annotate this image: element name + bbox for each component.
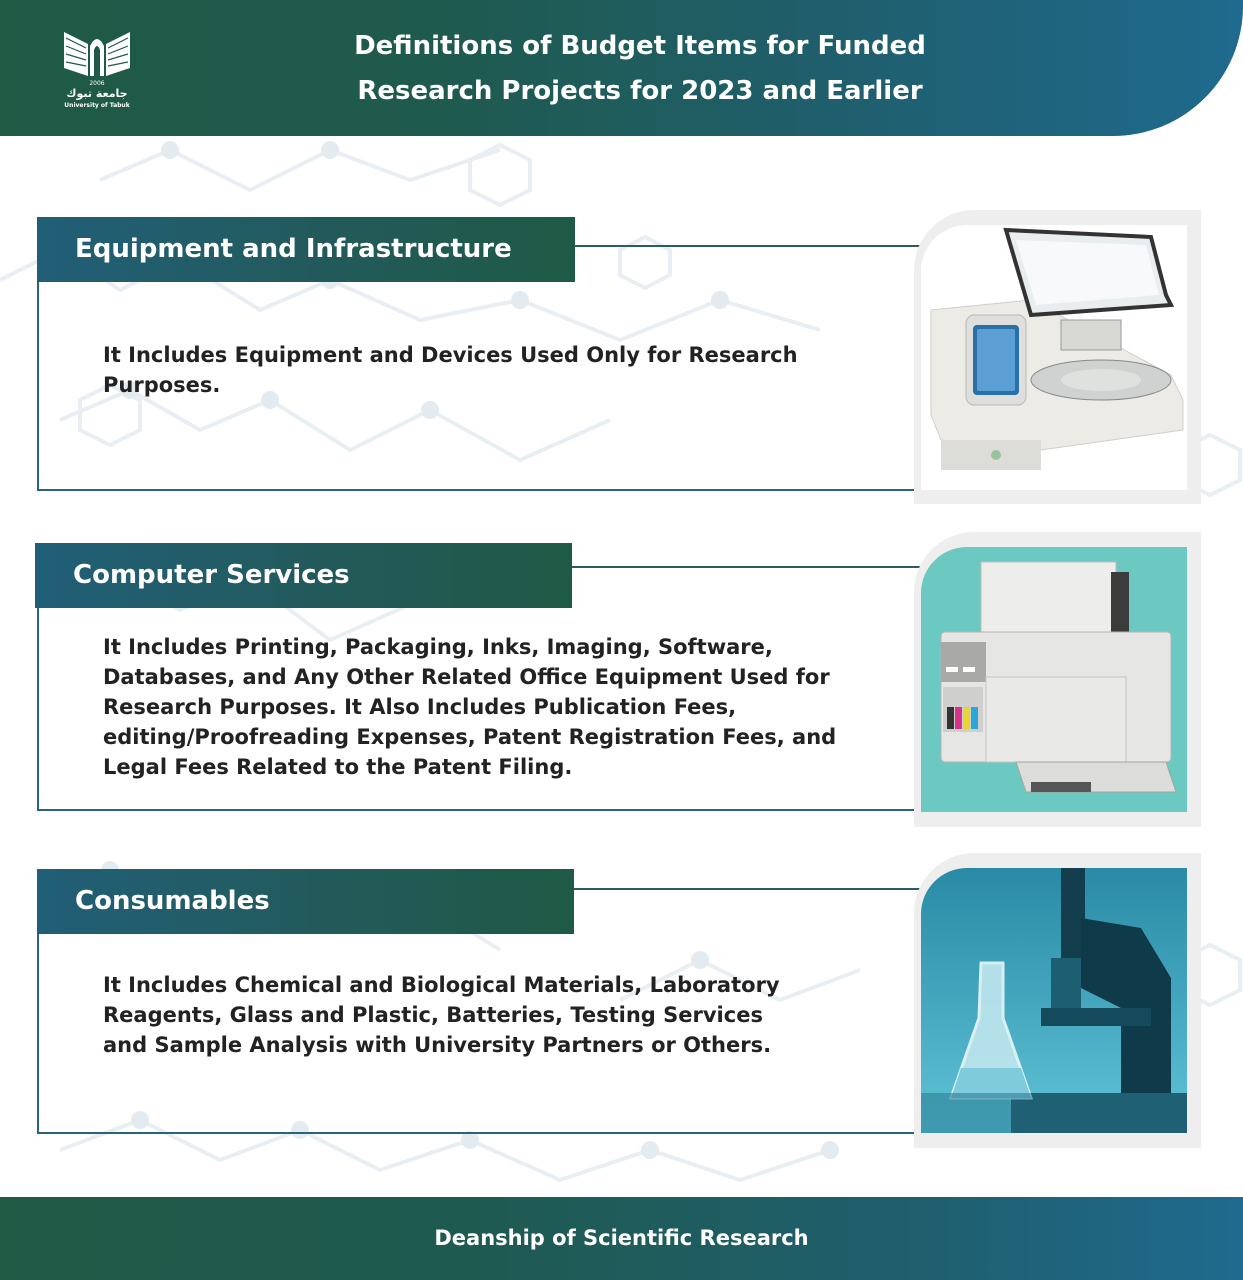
footer-deanship-name: Deanship of Scientific Research	[434, 1226, 809, 1250]
section-equipment-description: It Includes Equipment and Devices Used Only for Research Purposes.	[103, 343, 798, 397]
microscope-flask-image	[921, 868, 1187, 1133]
university-logo	[60, 24, 134, 114]
section-equipment-connector-line	[575, 245, 920, 247]
footer-banner	[0, 1197, 1243, 1280]
page-title-line-2: Research Projects for 2023 and Earlier	[357, 76, 923, 106]
logo-arabic-name: جامعة تبوك	[66, 87, 128, 100]
section-computer-services-description: It Includes Printing, Packaging, Inks, Imaging, Software, Databases, and Any Other Related Office Equipment Used for Research Purposes. It Also Includes Publication Fees, editing/Proofreading Expenses, Patent Registration Fees, and Legal Fees Related to the Patent Filing.	[103, 635, 837, 779]
page-title	[300, 24, 980, 114]
lab-analyzer-image	[921, 225, 1187, 490]
header-banner	[0, 0, 1243, 136]
printer-image	[921, 547, 1187, 812]
section-computer-services-connector-line	[572, 566, 920, 568]
university-gate-icon	[60, 24, 134, 82]
section-consumables-connector-line	[574, 888, 920, 890]
section-consumables-title: Consumables	[37, 869, 574, 934]
logo-english-name: University of Tabuk	[64, 102, 130, 109]
section-computer-services-image-frame	[914, 532, 1201, 827]
section-consumables-image-frame	[914, 853, 1201, 1148]
page-title-line-1: Definitions of Budget Items for Funded	[354, 31, 926, 61]
section-equipment-image-frame	[914, 210, 1201, 504]
logo-year: 2006	[89, 80, 105, 87]
section-equipment-title: Equipment and Infrastructure	[37, 217, 575, 282]
section-consumables-description: It Includes Chemical and Biological Materials, Laboratory Reagents, Glass and Plastic, Batteries, Testing Services and Sample Analysis with University Partners or Others.	[103, 973, 780, 1057]
section-computer-services-title: Computer Services	[35, 543, 572, 608]
